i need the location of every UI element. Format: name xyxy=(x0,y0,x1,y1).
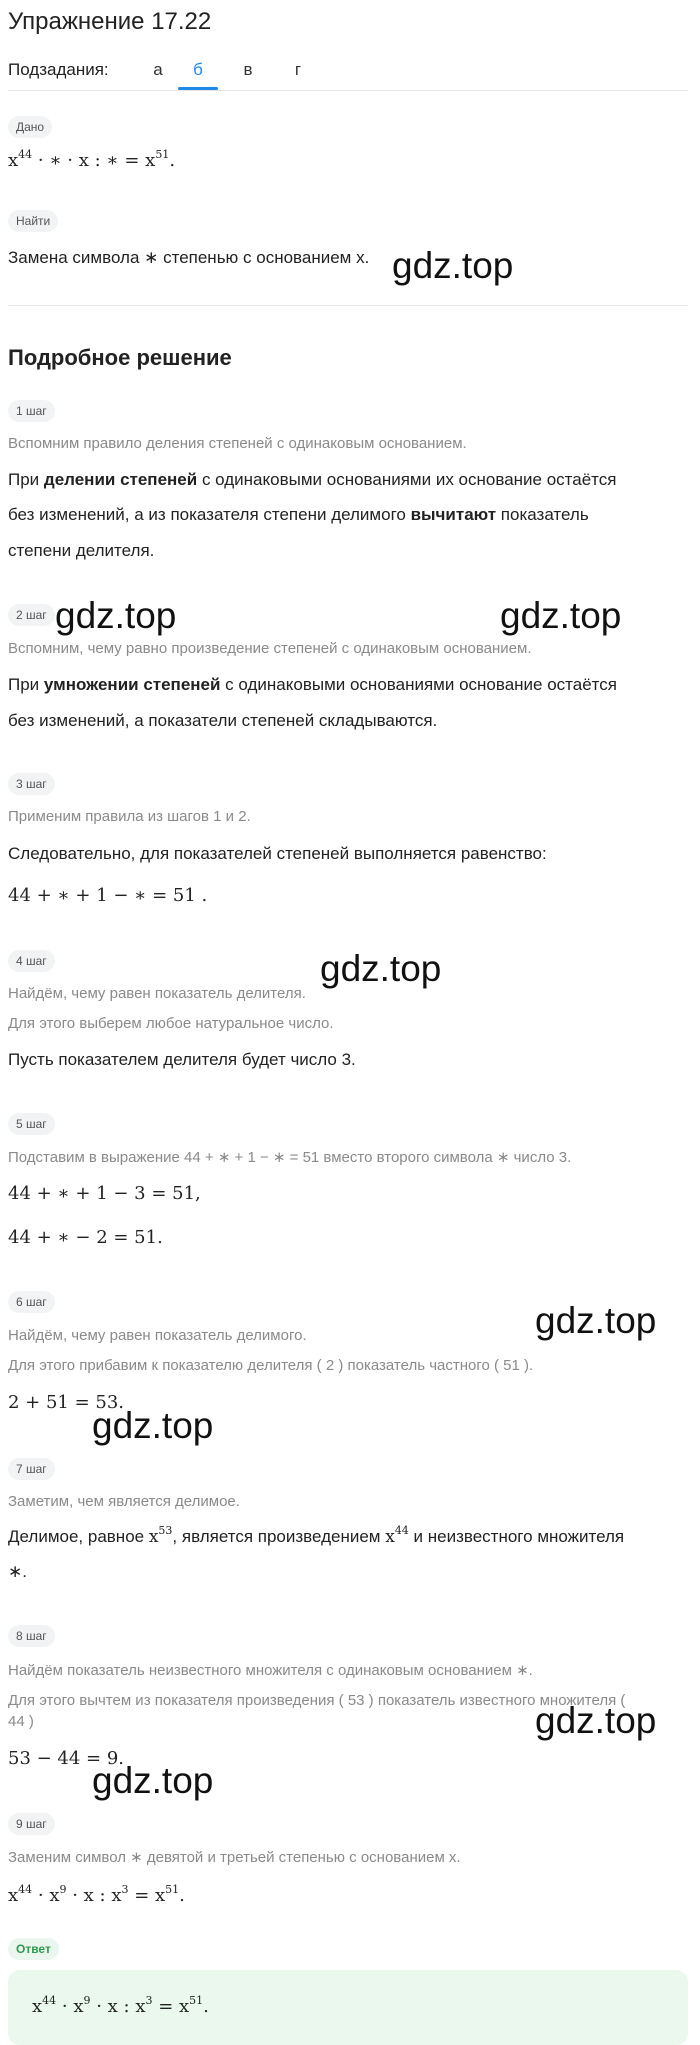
step-7-text-1: Делимое, равное $x^{53}$, является произведением $x^{44}$ и неизвестного множителя xyxy=(8,1524,625,1547)
given-label: Дано xyxy=(8,116,52,138)
step-3-text: Следовательно, для показателей степеней выполняется равенство: xyxy=(8,844,547,863)
solution-title: Подробное решение xyxy=(8,345,232,370)
step-9-hint: Заменим символ ∗ девятой и третьей степенью с основанием x. xyxy=(8,1849,461,1866)
active-tab-indicator xyxy=(178,87,218,90)
step-2-hint: Вспомним, чему равно произведение степеней с одинаковым основанием. xyxy=(8,640,532,657)
given-expression: $x^{44}$ · ∗ · x : ∗ = $x^{51}$. xyxy=(8,148,176,171)
step-2-label: 2 шаг xyxy=(8,604,55,626)
tab-g[interactable]: г xyxy=(294,60,302,79)
step-2-text-1: При умножении степеней с одинаковыми основаниями основание остаётся xyxy=(8,675,617,694)
step-9-expression: $x^{44} \cdot x^9 \cdot x$ : $x^3 = x^{51}$. xyxy=(8,1883,185,1906)
step-6-hint-2: Для этого прибавим к показателю делителя ( 2 ) показатель частного ( 51 ). xyxy=(8,1357,534,1374)
step-3-equation: 44 + ∗ + 1 − ∗ = 51 . xyxy=(8,885,208,906)
step-1-hint: Вспомним правило деления степеней с одинаковым основанием. xyxy=(8,435,467,452)
watermark: gdz.top xyxy=(392,245,514,286)
step-4-hint-2: Для этого выберем любое натуральное число. xyxy=(8,1015,334,1032)
answer-label: Ответ xyxy=(8,1938,59,1960)
step-8-hint-1: Найдём показатель неизвестного множителя с одинаковым основанием ∗. xyxy=(8,1662,533,1679)
step-3-hint: Применим правила из шагов 1 и 2. xyxy=(8,808,251,825)
step-1-text-3: степени делителя. xyxy=(8,541,155,560)
step-3-label: 3 шаг xyxy=(8,773,55,795)
tab-b[interactable]: б xyxy=(193,60,203,79)
tab-v[interactable]: в xyxy=(243,60,253,79)
watermark: gdz.top xyxy=(92,1405,214,1446)
step-5-equation-2: 44 + ∗ − 2 = 51. xyxy=(8,1227,163,1248)
step-1-text-1: При делении степеней с одинаковыми основаниями их основание остаётся xyxy=(8,470,617,489)
step-5-label: 5 шаг xyxy=(8,1113,55,1135)
subtasks-bar xyxy=(8,58,688,91)
step-8-hint-3: 44 ) xyxy=(8,1713,34,1730)
watermark: gdz.top xyxy=(55,595,177,636)
step-8-equation: 53 − 44 = 9. xyxy=(8,1748,125,1769)
step-5-hint: Подставим в выражение 44 + ∗ + 1 − ∗ = 51 вместо второго символа ∗ число 3. xyxy=(8,1149,572,1166)
step-6-equation: 2 + 51 = 53. xyxy=(8,1392,125,1413)
step-4-label: 4 шаг xyxy=(8,950,55,972)
step-6-hint-1: Найдём, чему равен показатель делимого. xyxy=(8,1327,307,1344)
section-divider xyxy=(8,305,688,306)
step-2-text-2: без изменений, а показатели степеней складываются. xyxy=(8,711,438,730)
step-8-label: 8 шаг xyxy=(8,1625,55,1647)
answer-box xyxy=(8,1970,688,2045)
answer-expression: $x^{44} \cdot x^9 \cdot x$ : $x^3 = x^{51}$. xyxy=(32,1994,209,2017)
watermark: gdz.top xyxy=(535,1300,657,1341)
watermark: gdz.top xyxy=(320,948,442,989)
find-text: Замена символа ∗ степенью с основанием x. xyxy=(8,248,370,267)
step-7-label: 7 шаг xyxy=(8,1458,55,1480)
step-9-label: 9 шаг xyxy=(8,1813,55,1835)
step-5-equation-1: 44 + ∗ + 1 − 3 = 51, xyxy=(8,1183,201,1204)
watermark: gdz.top xyxy=(535,1700,657,1741)
step-7-hint: Заметим, чем является делимое. xyxy=(8,1493,240,1510)
step-8-hint-2: Для этого вычтем из показателя произведения ( 53 ) показатель известного множителя ( xyxy=(8,1692,626,1709)
subtasks-label: Подзадания: xyxy=(8,60,109,79)
watermark: gdz.top xyxy=(500,595,622,636)
page-title: Упражнение 17.22 xyxy=(8,8,212,35)
step-1-text-2: без изменений, а из показателя степени делимого вычитают показатель xyxy=(8,505,589,524)
step-7-text-2: ∗. xyxy=(8,1562,27,1581)
step-4-hint-1: Найдём, чему равен показатель делителя. xyxy=(8,985,306,1002)
watermark: gdz.top xyxy=(92,1760,214,1801)
step-4-text: Пусть показателем делителя будет число 3. xyxy=(8,1050,356,1069)
find-label: Найти xyxy=(8,210,58,232)
step-6-label: 6 шаг xyxy=(8,1291,55,1313)
step-1-label: 1 шаг xyxy=(8,400,55,422)
tab-a[interactable]: а xyxy=(153,60,163,79)
